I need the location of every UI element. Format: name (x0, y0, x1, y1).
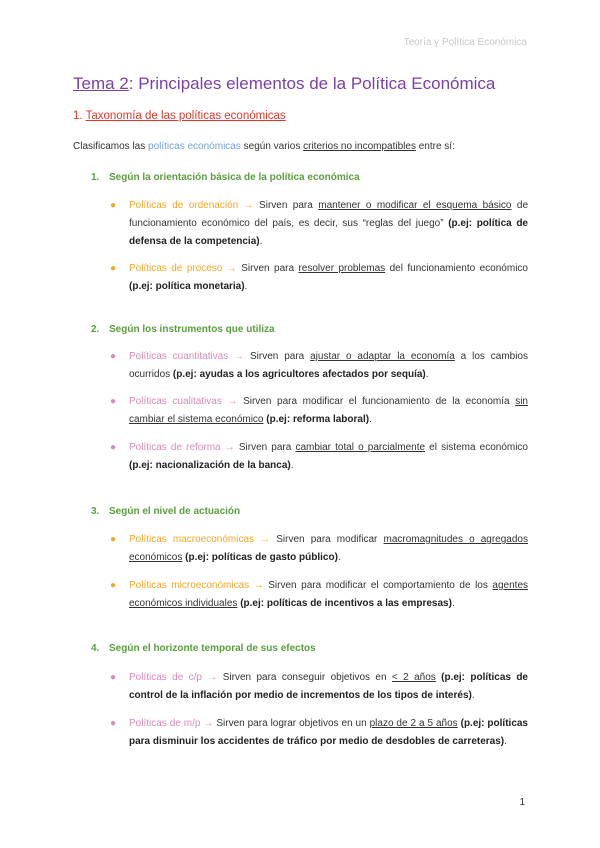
item-term: Políticas de proceso (129, 263, 223, 274)
item-term: Políticas cualitativas (129, 396, 222, 407)
item-example: (p.ej: políticas de control de la inflación por medio de incrementos de los tipos de interés) (129, 672, 528, 701)
item-text: Sirven para (241, 263, 299, 274)
section-heading (73, 110, 286, 122)
item-term: Políticas macroeconómicas (129, 534, 255, 545)
bullet-icon: ● (110, 351, 117, 362)
bullet-icon: ● (110, 396, 117, 407)
item-text: Sirven para modificar (276, 534, 384, 545)
item-text: de funcionamiento económico del país, es decir, sus “reglas del juego” (129, 200, 529, 229)
criterion-title: Según la orientación básica de la política económica (109, 172, 360, 183)
bullet-icon: ● (110, 672, 117, 683)
title-text: : Principales elementos de la Política Económica (128, 74, 496, 93)
title-number: Tema 2 (73, 74, 129, 93)
criterion-title: Según los instrumentos que utiliza (109, 324, 275, 335)
arrow-icon: → (238, 200, 260, 211)
list-item (112, 715, 528, 751)
item-key: < 2 años (391, 672, 436, 683)
bullet-icon: ● (110, 200, 117, 211)
item-key: cambiar total o parcialmente (295, 442, 426, 453)
item-example: (p.ej: políticas de incentivos a las empresas) (240, 598, 452, 609)
arrow-icon: → (254, 534, 277, 545)
item-term: Políticas microeconómicas (129, 580, 250, 591)
criterion-number: 2. (91, 324, 100, 335)
section-number: 1. (73, 110, 86, 122)
bullet-icon: ● (110, 263, 117, 274)
list-item (112, 197, 528, 251)
item-end: . (504, 736, 507, 747)
criterion-title: Según el horizonte temporal de sus efectos (109, 643, 316, 654)
item-term: Políticas de reforma (129, 442, 221, 453)
criterion-number: 3. (91, 506, 100, 517)
item-key: sin cambiar el sistema económico (129, 396, 528, 425)
bullet-icon: ● (110, 442, 117, 453)
item-text: Sirven para lograr objetivos en un (216, 718, 370, 729)
criterion-heading (91, 172, 360, 183)
arrow-icon: → (220, 442, 239, 453)
item-end: . (471, 690, 475, 701)
intro-text-c: según varios (240, 141, 304, 152)
list-item (112, 260, 528, 296)
list-item (112, 393, 528, 429)
section-title: Taxonomía de las políticas económicas (85, 110, 286, 122)
arrow-icon: → (202, 672, 223, 683)
header-note: Teoría y Política Económica (403, 37, 527, 48)
item-end: . (244, 281, 248, 292)
list-item (112, 348, 528, 384)
item-end: . (290, 460, 294, 471)
list-item (112, 669, 528, 705)
item-end: . (369, 414, 372, 425)
item-text: Sirven para (250, 351, 311, 362)
bullet-icon: ● (110, 580, 117, 591)
item-term: Políticas cuantitativas (129, 351, 229, 362)
arrow-icon: → (200, 718, 217, 729)
page-title (73, 74, 495, 94)
item-end: . (259, 236, 263, 247)
bullet-icon: ● (110, 534, 117, 545)
criterion-number: 1. (91, 172, 100, 183)
item-text: Sirven para (238, 442, 296, 453)
item-end: . (337, 552, 341, 563)
arrow-icon: → (222, 263, 242, 274)
item-end: . (451, 598, 455, 609)
item-text: a los cambios ocurridos (129, 351, 528, 380)
item-text: Sirven para modificar el funcionamiento de la economía (243, 396, 516, 407)
intro-underlined: criterios no incompatibles (303, 141, 416, 152)
item-example: (p.ej: ayudas a los agricultores afectados por sequía) (172, 369, 426, 380)
item-term: Políticas de ordenación (129, 200, 239, 211)
item-example: (p.ej: políticas de gasto público) (185, 552, 338, 563)
list-item (112, 577, 528, 613)
intro-text-e: entre sí: (415, 141, 455, 152)
item-example: (p.ej: reforma laboral) (266, 414, 370, 425)
criterion-heading (91, 506, 240, 517)
criterion-heading (91, 324, 275, 335)
item-text: Sirven para conseguir objetivos en (222, 672, 392, 683)
intro-paragraph (73, 141, 455, 152)
item-end: . (425, 369, 429, 380)
item-text: Sirven para modificar el comportamiento de los (268, 580, 493, 591)
criterion-title: Según el nivel de actuación (109, 506, 241, 517)
item-example: (p.ej: política monetaria) (129, 281, 245, 292)
intro-text-a: Clasificamos las (73, 141, 149, 152)
list-item (112, 439, 528, 475)
item-example: (p.ej: nacionalización de la banca) (129, 460, 291, 471)
item-term: Políticas de m/p (129, 718, 201, 729)
list-item (112, 531, 528, 567)
item-text: el sistema económico (425, 442, 528, 453)
item-key: ajustar o adaptar la economía (310, 351, 455, 362)
item-text: del funcionamiento económico (385, 263, 528, 274)
item-example: (p.ej: políticas para disminuir los accidentes de tráfico por medio de desdobles de carreteras) (129, 718, 528, 747)
arrow-icon: → (221, 396, 244, 407)
item-key: mantener o modificar el esquema básico (318, 200, 512, 211)
item-key: resolver problemas (298, 263, 386, 274)
arrow-icon: → (249, 580, 269, 591)
page-number: 1 (519, 797, 525, 808)
item-term: Políticas de c/p (129, 672, 202, 683)
item-text: Sirven para (259, 200, 319, 211)
intro-highlight: políticas económicas (148, 141, 241, 152)
item-key: macromagnitudes o agregados económicos (129, 534, 528, 563)
criterion-heading (91, 643, 316, 654)
bullet-icon: ● (110, 718, 117, 729)
item-example: (p.ej: política de defensa de la competencia) (129, 218, 528, 247)
item-key: plazo de 2 a 5 años (369, 718, 458, 729)
criterion-number: 4. (91, 643, 100, 654)
item-key: agentes económicos individuales (129, 580, 529, 609)
arrow-icon: → (228, 351, 250, 362)
